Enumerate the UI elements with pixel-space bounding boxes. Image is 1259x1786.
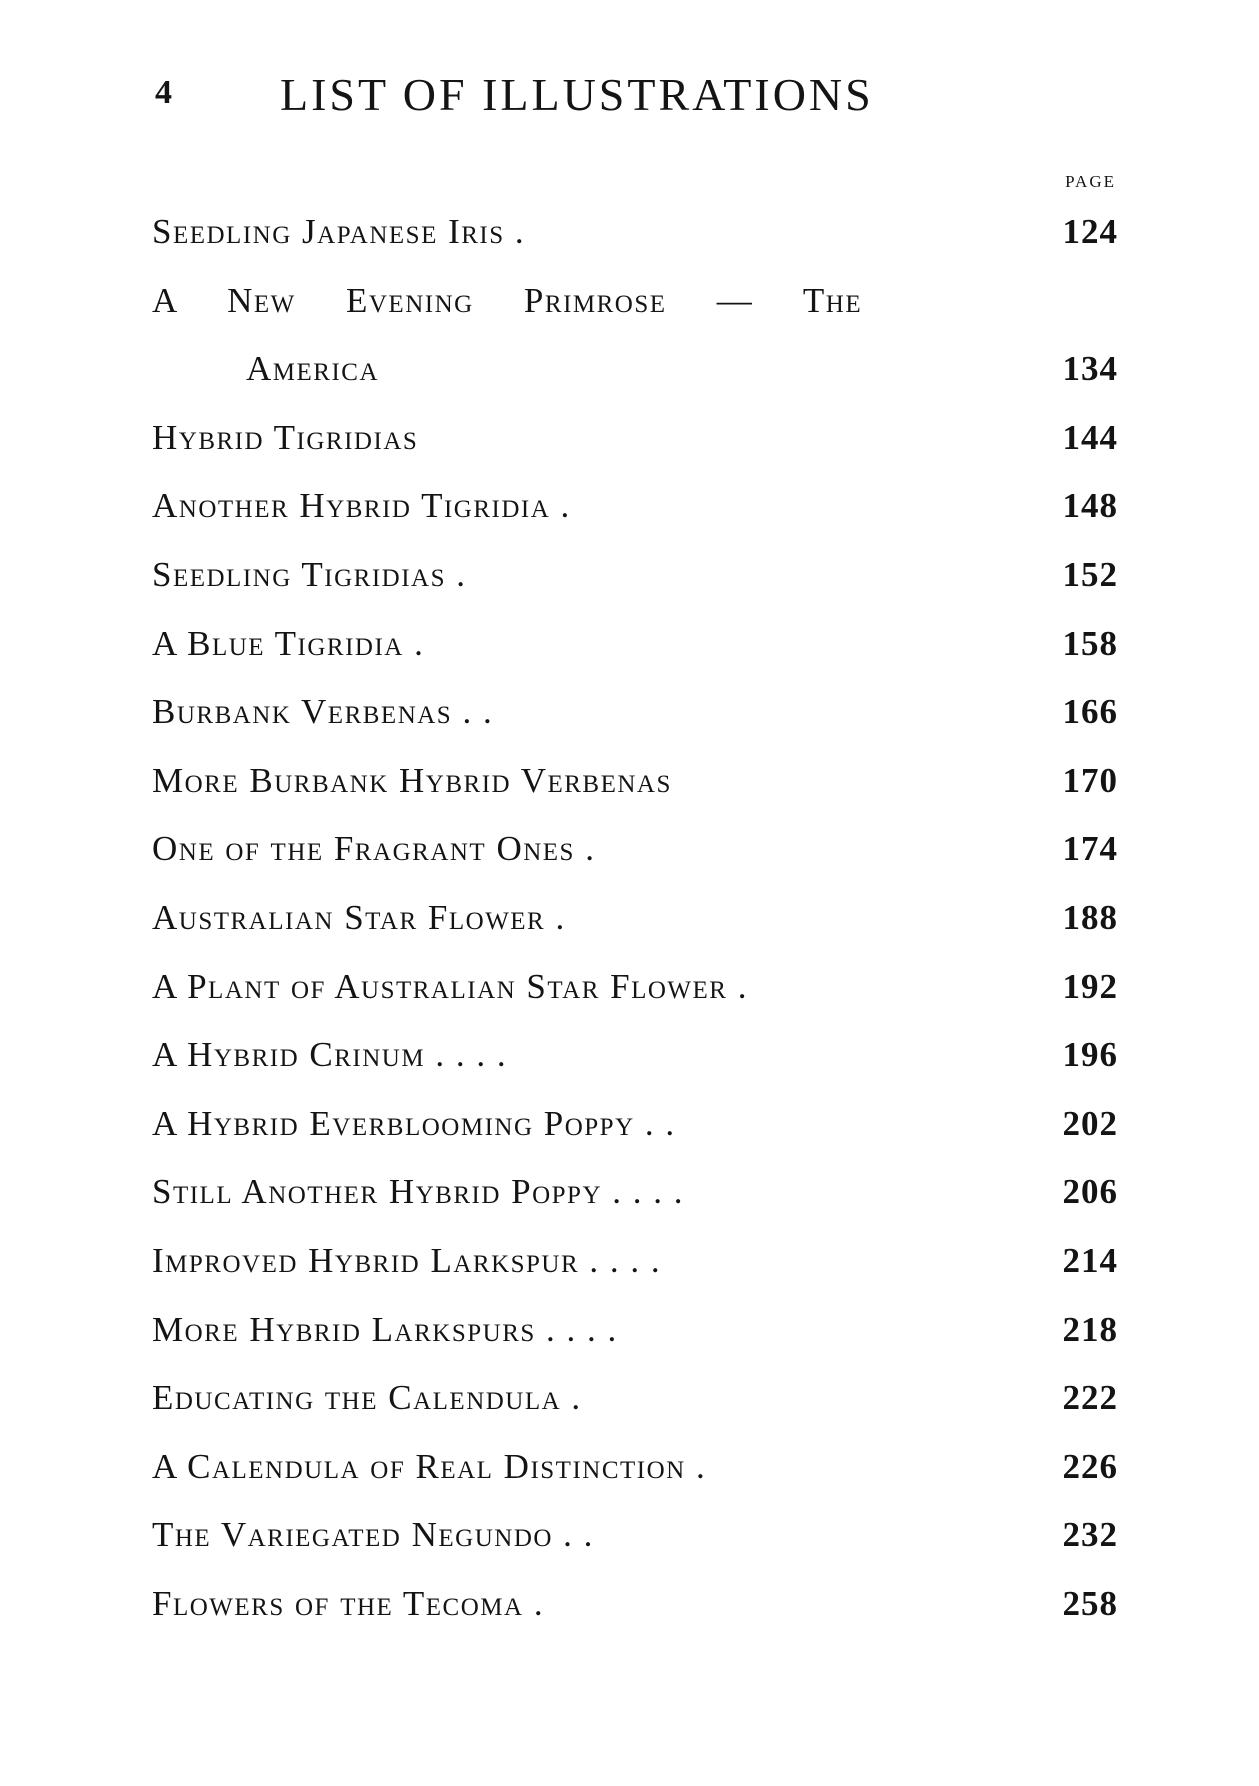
list-entry	[152, 1098, 1118, 1167]
entry-title: A Calendula of Real Distinction .	[152, 1446, 707, 1486]
entry-page-number: 170	[1062, 760, 1118, 800]
entry-title: More Hybrid Larkspurs . . . .	[152, 1309, 618, 1349]
entry-title: A New Evening Primrose — The	[152, 280, 863, 320]
list-entry	[152, 343, 1118, 412]
entry-page-number: 214	[1062, 1240, 1118, 1280]
entry-page-number: 174	[1062, 829, 1118, 869]
entry-title: Another Hybrid Tigridia .	[152, 486, 571, 526]
entry-page-number: 166	[1062, 692, 1118, 732]
entry-page-number: 144	[1062, 417, 1118, 457]
entry-page-number: 134	[1062, 349, 1118, 389]
entry-title: The Variegated Negundo . .	[152, 1515, 594, 1555]
entry-page-number: 196	[1062, 1035, 1118, 1075]
entry-title: Still Another Hybrid Poppy . . . .	[152, 1172, 685, 1212]
entry-title: A Blue Tigridia .	[152, 623, 425, 663]
entry-page-number: 218	[1062, 1309, 1118, 1349]
entry-title: Seedling Tigridias .	[152, 554, 467, 594]
entry-page-number: 192	[1062, 966, 1118, 1006]
list-entry	[152, 1029, 1118, 1098]
list-entry	[152, 1372, 1118, 1441]
list-entry	[152, 1578, 1118, 1647]
entry-page-number: 202	[1062, 1103, 1118, 1143]
list-entry	[152, 686, 1118, 755]
entry-page-number: 152	[1062, 554, 1118, 594]
page-header	[155, 68, 1055, 138]
entry-page-number: 188	[1062, 897, 1118, 937]
entry-page-number: 158	[1062, 623, 1118, 663]
list-entry	[152, 480, 1118, 549]
list-entry	[152, 549, 1118, 618]
list-entry	[152, 1304, 1118, 1373]
list-entry	[152, 1235, 1118, 1304]
list-entry	[152, 1441, 1118, 1510]
entry-title: Seedling Japanese Iris .	[152, 212, 526, 251]
entry-title: Burbank Verbenas . .	[152, 692, 494, 732]
page-column-label: PAGE	[1065, 172, 1116, 191]
list-entry	[152, 823, 1118, 892]
list-entry	[152, 618, 1118, 687]
entry-title: A Plant of Australian Star Flower .	[152, 966, 748, 1006]
entry-title: Australian Star Flower .	[152, 897, 566, 937]
entry-page-number: 258	[1062, 1583, 1118, 1623]
entry-page-number: 206	[1062, 1172, 1118, 1212]
entry-title: More Burbank Hybrid Verbenas	[152, 760, 672, 800]
entry-title: America	[246, 349, 380, 389]
page-number: 4	[155, 74, 172, 111]
entry-title: Improved Hybrid Larkspur . . . .	[152, 1240, 662, 1280]
entry-title: One of the Fragrant Ones .	[152, 829, 596, 869]
list-entry	[152, 275, 1118, 344]
entry-page-number: 148	[1062, 486, 1118, 526]
entry-page-number: 222	[1062, 1378, 1118, 1418]
entry-title: Flowers of the Tecoma .	[152, 1583, 545, 1623]
list-entry	[152, 206, 1118, 275]
running-title: LIST OF ILLUSTRATIONS	[280, 69, 874, 120]
entry-page-number: 232	[1062, 1515, 1118, 1555]
list-entry	[152, 412, 1118, 481]
entry-page-number: 124	[1062, 212, 1118, 251]
entry-title: A Hybrid Everblooming Poppy . .	[152, 1103, 676, 1143]
entry-title: Hybrid Tigridias	[152, 417, 419, 457]
list-entry	[152, 1509, 1118, 1578]
illustration-list	[152, 206, 1118, 1646]
list-entry	[152, 755, 1118, 824]
entry-page-number: 226	[1062, 1446, 1118, 1486]
entry-title: Educating the Calendula .	[152, 1378, 582, 1418]
list-entry	[152, 961, 1118, 1030]
list-entry	[152, 1166, 1118, 1235]
entry-title: A Hybrid Crinum . . . .	[152, 1035, 508, 1075]
list-entry	[152, 892, 1118, 961]
